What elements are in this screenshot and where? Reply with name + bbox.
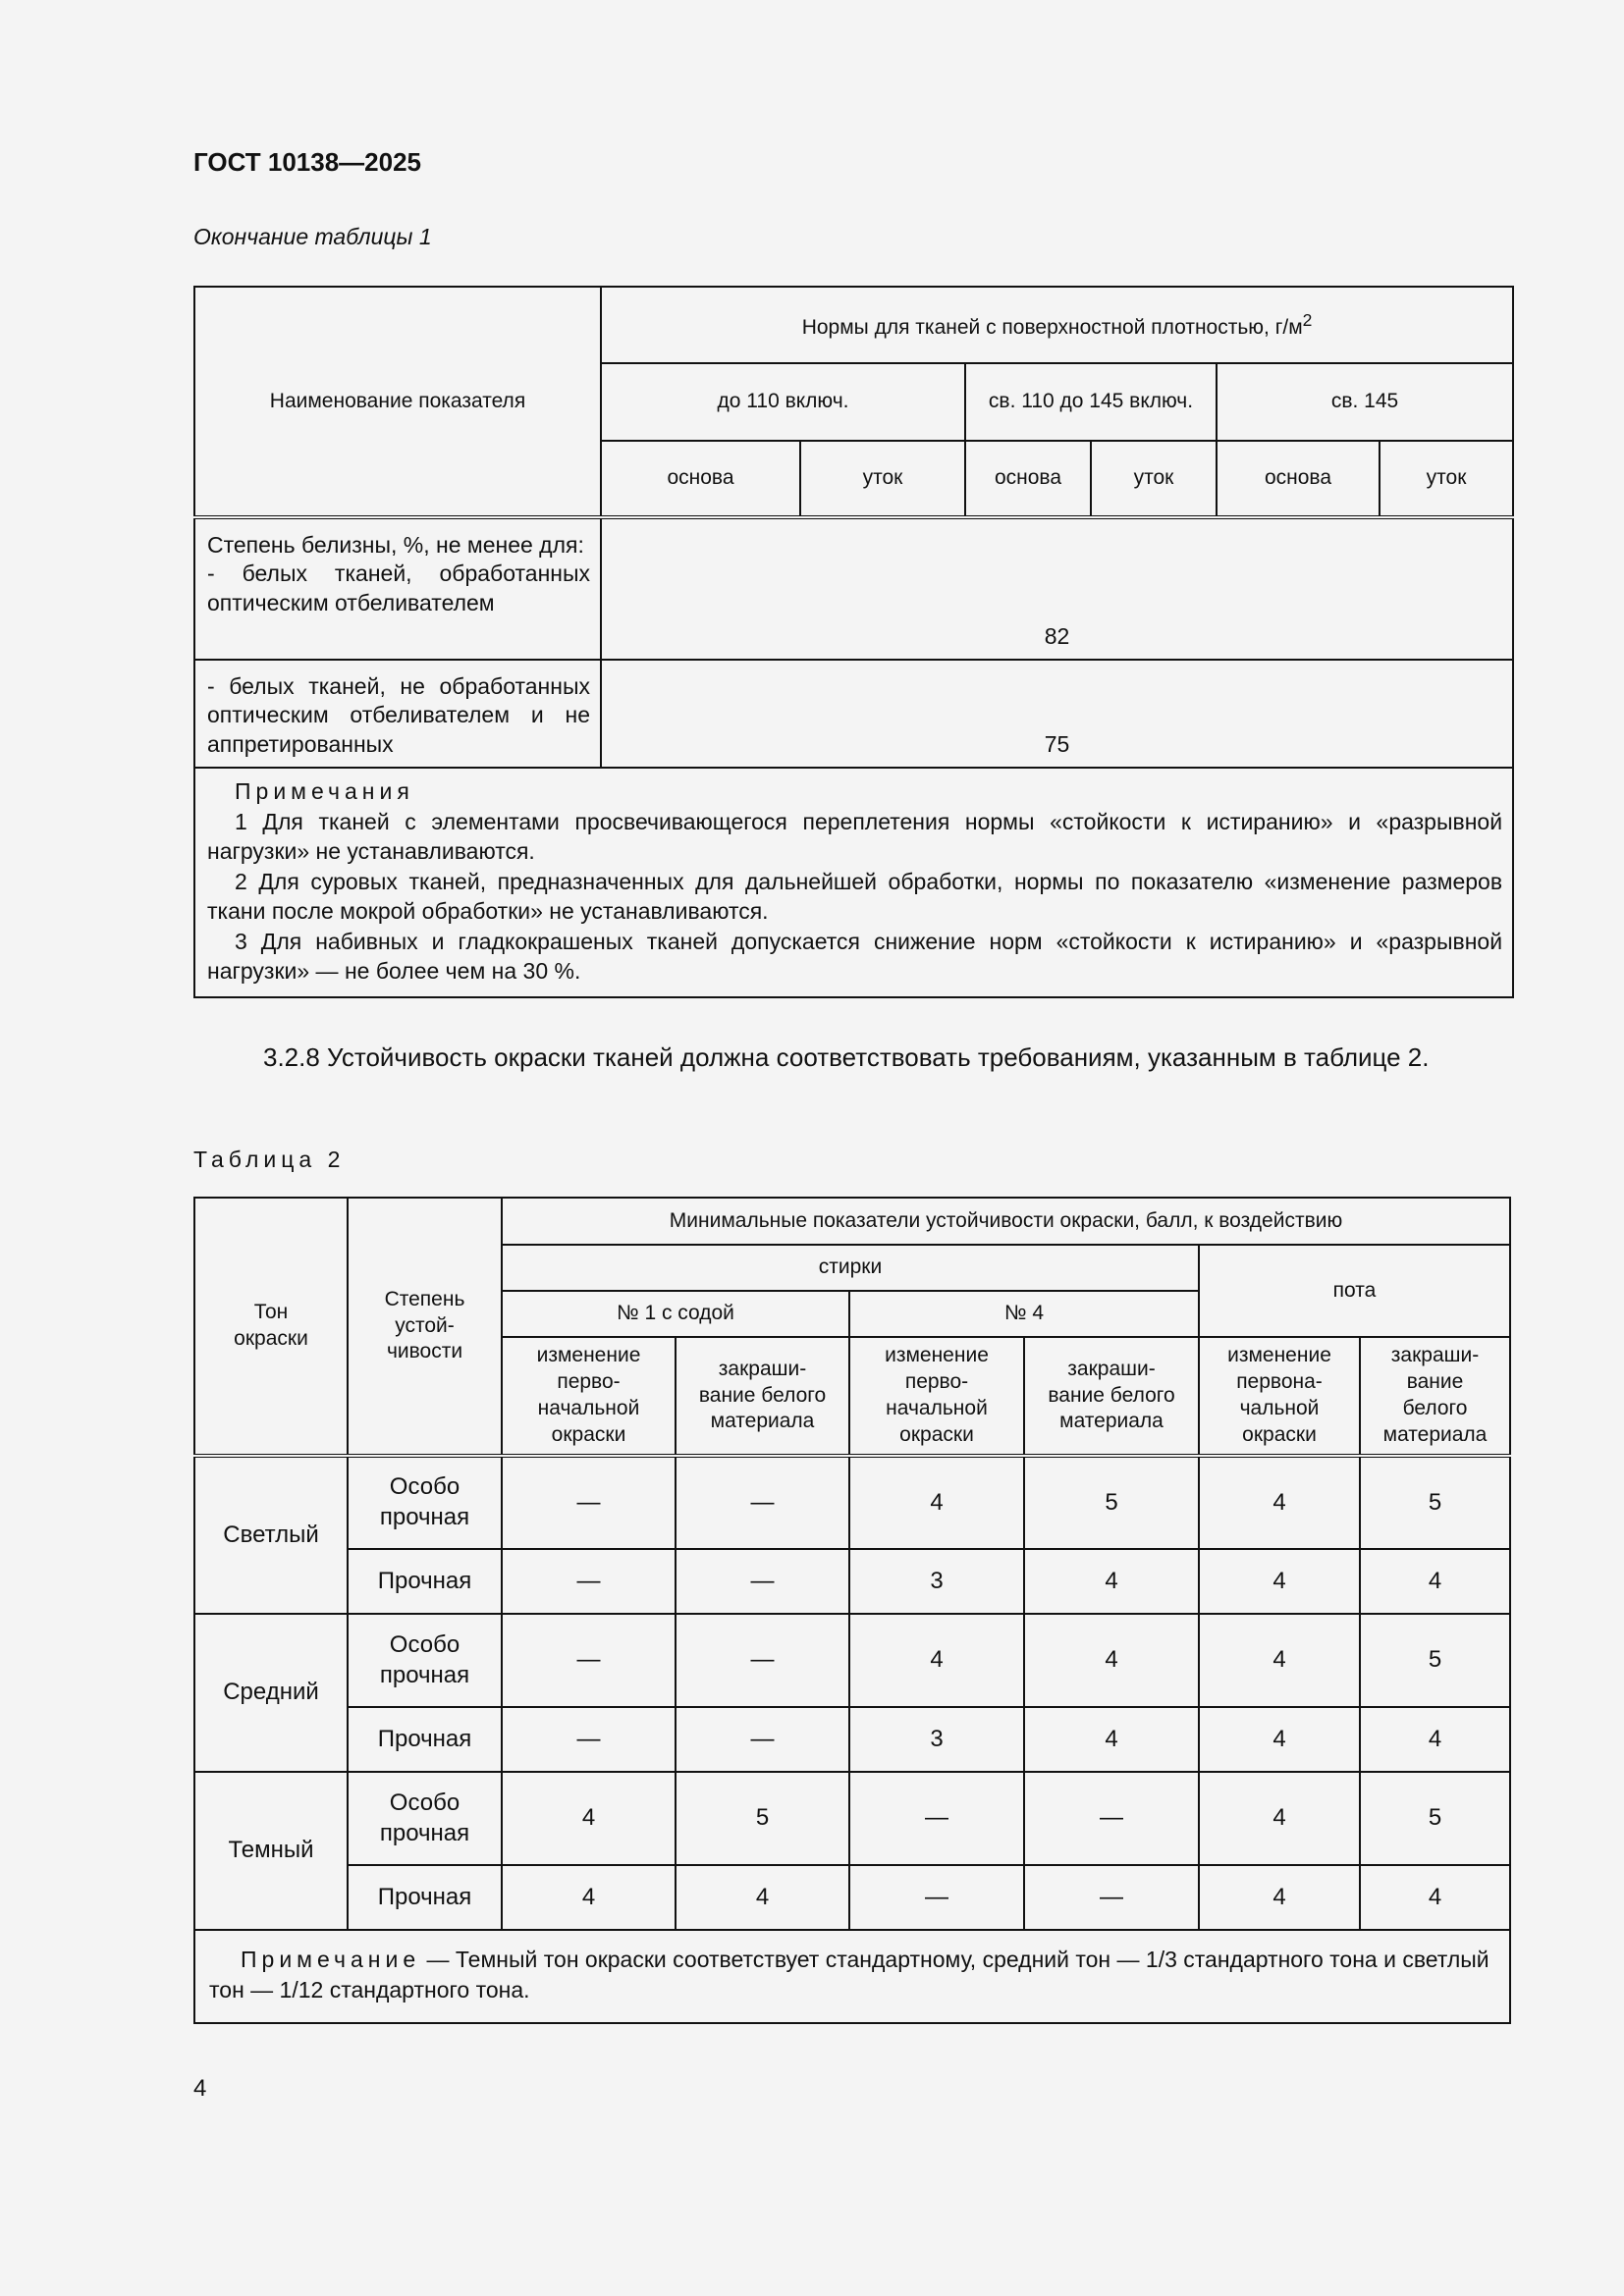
table-row (194, 1549, 1510, 1614)
table1-caption: Окончание таблицы 1 (193, 224, 432, 249)
col-header-staining: закраши- вание белого материала (1024, 1337, 1199, 1456)
value-cell: 4 (849, 1614, 1024, 1707)
tone-dark: Темный (194, 1772, 348, 1930)
value-cell: 4 (676, 1865, 849, 1930)
col-header-group-3: св. 145 (1217, 363, 1513, 441)
value-cell: — (502, 1456, 676, 1549)
degree-cell: Прочная (348, 1865, 502, 1930)
col-header-weft: уток (1380, 441, 1513, 517)
table-row (194, 1614, 1510, 1707)
col-header-warp: основа (1217, 441, 1380, 517)
tone-medium: Средний (194, 1614, 348, 1772)
tone-light: Светлый (194, 1456, 348, 1614)
value-cell: 4 (1199, 1456, 1360, 1549)
document-title: ГОСТ 10138—2025 (193, 147, 421, 177)
table-row (194, 1707, 1510, 1772)
degree-cell: Прочная (348, 1549, 502, 1614)
value-cell: 5 (1024, 1456, 1199, 1549)
value-cell: 5 (676, 1772, 849, 1865)
value-cell: 4 (1199, 1707, 1360, 1772)
value-cell: 4 (1360, 1549, 1510, 1614)
note-text: — Темный тон окраски соответствует стандартному, средний тон — 1/3 стандартного тона и светлый тон — 1/12 стандартного тона. (209, 1947, 1489, 2003)
value-cell: 5 (1360, 1456, 1510, 1549)
value-cell: 5 (1360, 1772, 1510, 1865)
value-cell: 4 (502, 1865, 676, 1930)
value-cell: — (849, 1772, 1024, 1865)
value-cell: — (502, 1549, 676, 1614)
value-cell: 4 (1024, 1549, 1199, 1614)
value-cell: — (1024, 1772, 1199, 1865)
table2-note (194, 1930, 1510, 2023)
col-header-wash-4: № 4 (849, 1291, 1199, 1337)
row-value-75: 75 (601, 660, 1513, 768)
note-3: 3 Для набивных и гладкокрашеных тканей допускается снижение норм «стойкости к истиранию» и «разрывной нагрузки» — не более чем на 30 %. (207, 928, 1503, 985)
value-cell: 4 (1199, 1549, 1360, 1614)
value-cell: 4 (1024, 1614, 1199, 1707)
value-cell: — (502, 1707, 676, 1772)
table-row (194, 1865, 1510, 1930)
row-label-whiteness-optical: Степень белизны, %, не менее для: - белых тканей, обработанных оптическим отбеливателем (194, 517, 601, 660)
col-header-weft: уток (800, 441, 965, 517)
row-label-whiteness-nonoptical: - белых тканей, не обработанных оптическим отбеливателем и не аппретированных (194, 660, 601, 768)
value-cell: 4 (1199, 1772, 1360, 1865)
value-cell: — (676, 1549, 849, 1614)
row-value-82: 82 (601, 517, 1513, 660)
value-cell: 4 (1360, 1707, 1510, 1772)
table1-notes (194, 768, 1513, 997)
value-cell: 3 (849, 1707, 1024, 1772)
col-header-color-change: изменение перво- начальной окраски (849, 1337, 1024, 1456)
table1 (193, 286, 1514, 998)
value-cell: — (676, 1614, 849, 1707)
value-cell: — (502, 1614, 676, 1707)
value-cell: 4 (849, 1456, 1024, 1549)
value-cell: 4 (1199, 1865, 1360, 1930)
col-header-staining: закраши- вание белого материала (1360, 1337, 1510, 1456)
col-header-degree: Степень устой- чивости (348, 1198, 502, 1456)
col-header-wash: стирки (502, 1245, 1199, 1291)
value-cell: — (676, 1707, 849, 1772)
col-header-min-indicators: Минимальные показатели устойчивости окраски, балл, к воздействию (502, 1198, 1510, 1245)
table-row (194, 1456, 1510, 1549)
col-header-norms: Нормы для тканей с поверхностной плотностью, $г/м^2$ (601, 287, 1513, 363)
col-header-weft: уток (1091, 441, 1217, 517)
col-header-group-1: до 110 включ. (601, 363, 965, 441)
value-cell: 4 (1024, 1707, 1199, 1772)
col-header-group-2: св. 110 до 145 включ. (965, 363, 1217, 441)
table2 (193, 1197, 1511, 2024)
col-header-color-change: изменение первона- чальной окраски (1199, 1337, 1360, 1456)
col-header-color-change: изменение перво- начальной окраски (502, 1337, 676, 1456)
value-cell: — (1024, 1865, 1199, 1930)
table-row (194, 1772, 1510, 1865)
col-header-wash-1: № 1 с содой (502, 1291, 849, 1337)
degree-cell: Особо прочная (348, 1614, 502, 1707)
value-cell: 4 (1199, 1614, 1360, 1707)
col-header-indicator: Наименование показателя (194, 287, 601, 517)
value-cell: 3 (849, 1549, 1024, 1614)
degree-cell: Особо прочная (348, 1772, 502, 1865)
note-label: Примечание (241, 1947, 421, 1972)
degree-cell: Прочная (348, 1707, 502, 1772)
table2-caption: Таблица 2 (193, 1147, 346, 1172)
value-cell: — (849, 1865, 1024, 1930)
value-cell: 4 (502, 1772, 676, 1865)
col-header-warp: основа (965, 441, 1091, 517)
page-number: 4 (193, 2075, 207, 2102)
col-header-sweat: пота (1199, 1245, 1510, 1337)
col-header-staining: закраши- вание белого материала (676, 1337, 849, 1456)
value-cell: 5 (1360, 1614, 1510, 1707)
value-cell: — (676, 1456, 849, 1549)
paragraph-3-2-8: 3.2.8 Устойчивость окраски тканей должна соответствовать требованиям, указанным в таблице 2. (263, 1042, 1430, 1072)
degree-cell: Особо прочная (348, 1456, 502, 1549)
notes-heading: Примечания (235, 778, 414, 804)
col-header-warp: основа (601, 441, 800, 517)
note-2: 2 Для суровых тканей, предназначенных для дальнейшей обработки, нормы по показателю «изменение размеров ткани после мокрой обработки» не устанавливаются. (207, 868, 1503, 925)
note-1: 1 Для тканей с элементами просвечивающегося переплетения нормы «стойкости к истиранию» и «разрывной нагрузки» не устанавливаются. (207, 808, 1503, 865)
col-header-tone: Тон окраски (194, 1198, 348, 1456)
value-cell: 4 (1360, 1865, 1510, 1930)
